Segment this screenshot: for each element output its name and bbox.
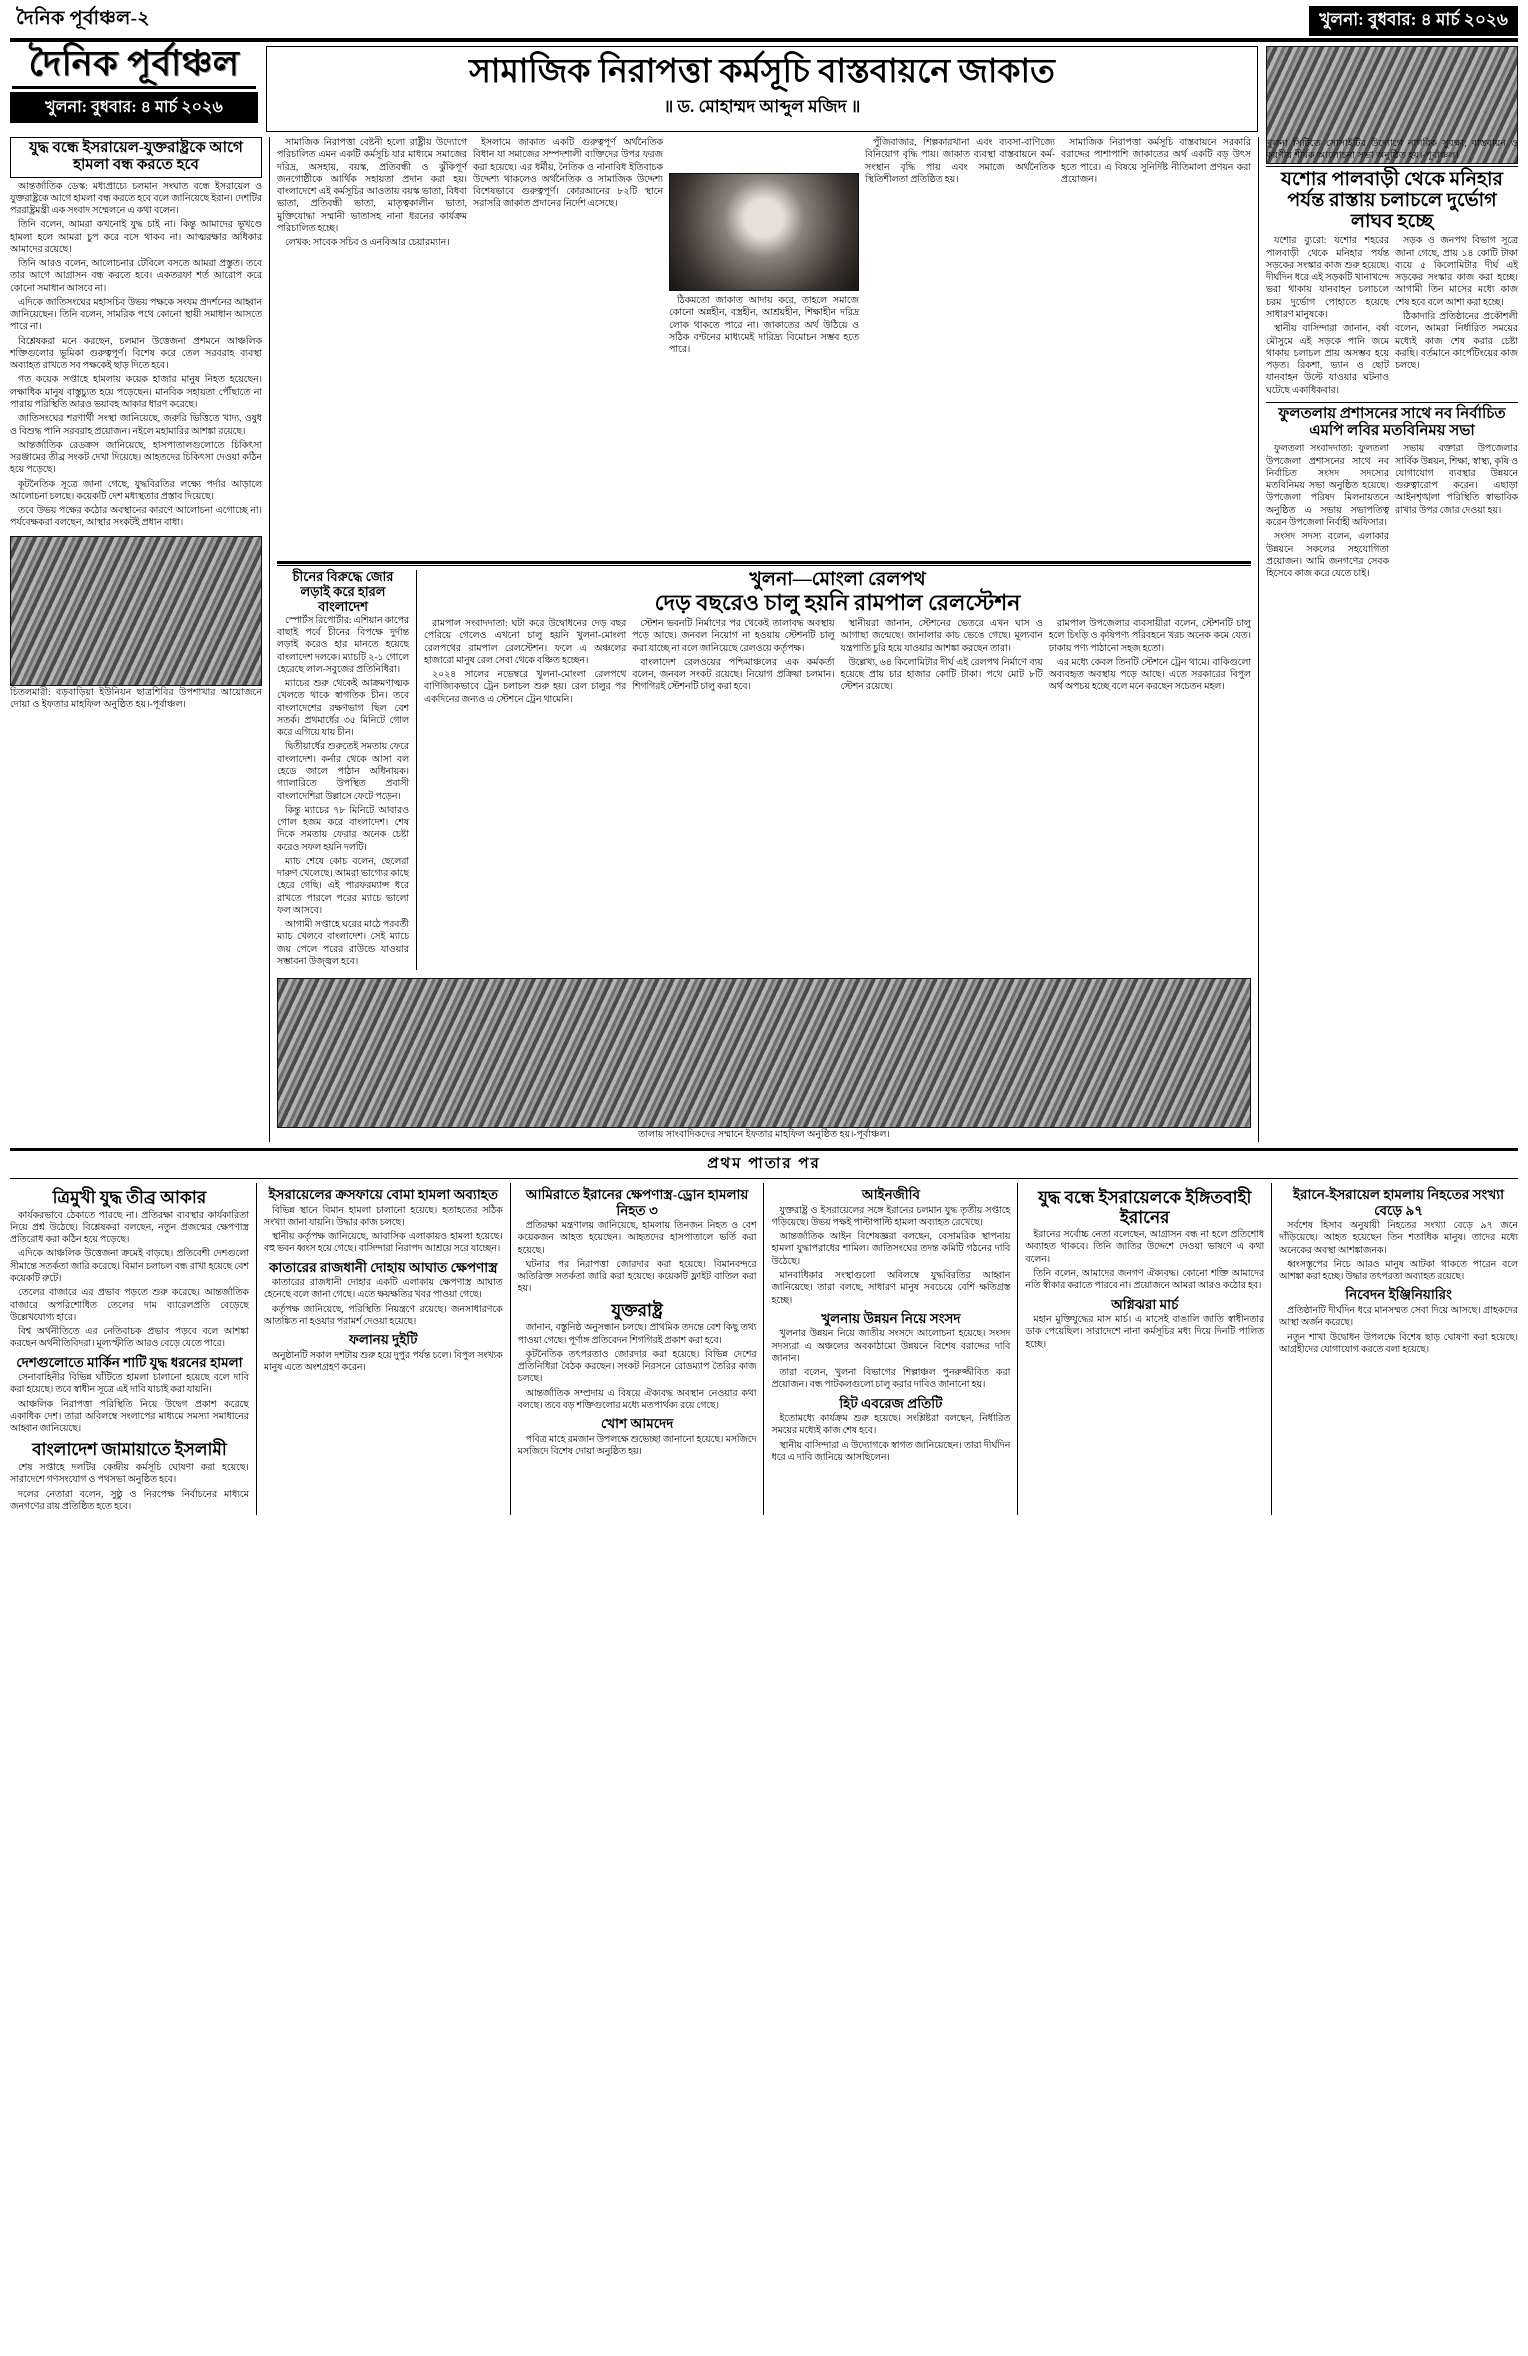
rail-col-3 — [841, 618, 1043, 708]
paragraph: স্থানীয় বাসিন্দারা জানান, বর্ষা মৌসুমে এই সড়কে পানি জমে থাকায় চলাচল প্রায় অসম্ভব হয়ে পড়ত। রিকশা, ভ্যান ও ছোট যানবাহন উল্টে যাওয়ার ঘটনাও ঘটেছে একাধিকবার। — [1266, 324, 1389, 396]
paragraph: কর্তৃপক্ষ জানিয়েছে, পরিস্থিতি নিয়ন্ত্রণে রয়েছে। জনসাধারণকে আতঙ্কিত না হওয়ার পরামর্শ দেওয়া হয়েছে। — [263, 1304, 503, 1328]
paragraph: স্থানীয় বাসিন্দারা এ উদ্যোগকে স্বাগত জানিয়েছেন। তারা দীর্ঘদিন ধরে এ দাবি জানিয়ে আসছিলেন। — [771, 1440, 1011, 1463]
column-divider — [269, 137, 270, 1142]
left-story-headline-box — [10, 137, 262, 178]
right-story2-columns — [1266, 443, 1518, 582]
mid-section-rule — [277, 561, 1251, 566]
lead-article-columns — [277, 137, 1251, 557]
paragraph: তারা বলেন, খুলনা বিভাগের শিল্পাঞ্চল পুনরুজ্জীবিত করা প্রয়োজন। বন্ধ পাটকলগুলো চালু করার দাবিও জানানো হয়। — [771, 1368, 1011, 1391]
section-band: প্রথম পাতার পর — [10, 1148, 1518, 1179]
paragraph: সংসদ সদস্য বলেন, এলাকার উন্নয়নে সকলের সহযোগিতা প্রয়োজন। আমি জনগণের সেবক হিসেবে কাজ করে যেতে চাই। — [1266, 532, 1389, 580]
right-story1-col-2 — [1395, 235, 1518, 398]
lead-col-3 — [669, 295, 859, 356]
column-right — [1266, 137, 1518, 1142]
bottom-left-photo-caption: চিতলমারী: বড়বাড়িয়া ইউনিয়ন ছাত্রশিবির উপশাখার আয়োজনে দোয়া ও ইফতার মাহফিল অনুষ্ঠিত হয়।-পূর্বাঞ্চল। — [10, 687, 262, 710]
jump-body — [10, 1372, 249, 1435]
middle-inner — [277, 137, 1251, 1142]
jump-column-6 — [1279, 1183, 1518, 1515]
rail-story-headline: দেড় বছরেও চালু হয়নি রামপাল রেলস্টেশন — [654, 589, 1021, 615]
jump-divider-3 — [763, 1183, 764, 1515]
china-story-body — [277, 615, 409, 968]
paragraph: বিশ্ব অর্থনীতিতে এর নেতিবাচক প্রভাব পড়বে বলে আশঙ্কা করছেন অর্থনীতিবিদরা। মূল্যস্ফীতি আরও বেড়ে যেতে পারে। — [10, 1327, 249, 1350]
lead-byline: ॥ ড. মোহাম্মদ আব্দুল মজিদ ॥ — [663, 96, 861, 116]
paragraph: অনুষ্ঠানটি সকাল দশটায় শুরু হয়ে দুপুর পর্যন্ত চলে। বিপুল সংখ্যক মানুষ এতে অংশগ্রহণ করেন। — [263, 1350, 503, 1374]
jump-headline: আমিরাতে ইরানের ক্ষেপণাস্ত্র-ড্রোন হামলায় নিহত ৩ — [525, 1187, 749, 1218]
folio-rule — [10, 38, 1518, 42]
jump-headline: ফলানয় দুইটি — [348, 1332, 418, 1348]
jump-headline: বাংলাদেশ জামায়াতে ইসলামী — [32, 1440, 227, 1460]
lead-headline: সামাজিক নিরাপত্তা কর্মসূচি বাস্তবায়নে জাকাত — [469, 54, 1055, 91]
paragraph: ইরানের সর্বোচ্চ নেতা বলেছেন, আগ্রাসন বন্ধ না হলে প্রতিশোধ অব্যাহত থাকবে। তিনি জাতির উদ্দেশে দেওয়া ভাষণে এ কথা বলেন। — [1025, 1230, 1265, 1265]
jump-headline: কাতারের রাজধানী দোহায় আঘাত ক্ষেপণাস্ত্র — [268, 1259, 498, 1275]
paragraph: পবিত্র মাহে রমজান উপলক্ষে শুভেচ্ছা জানানো হয়েছে। মসজিদে মসজিদে বিশেষ দোয়া অনুষ্ঠিত হয়। — [517, 1434, 757, 1457]
paragraph: তবে উভয় পক্ষের কঠোর অবস্থানের কারণে আলোচনা এগোচ্ছে না। পর্যবেক্ষকরা বলছেন, আস্থার সংকটই প্রধান বাধা। — [10, 506, 262, 529]
jump-divider-2 — [510, 1183, 511, 1515]
right-story1-headline: যশোর পালবাড়ী থেকে মনিহার পর্যন্ত রাস্তায় চলাচলে দুর্ভোগ লাঘব হচ্ছে — [1281, 168, 1503, 232]
lead-col-2-wrap — [473, 137, 663, 557]
china-story — [277, 570, 409, 970]
paragraph: কূটনৈতিক সূত্রে জানা গেছে, যুদ্ধবিরতির লক্ষ্যে পর্দার আড়ালে আলোচনা চলছে। কয়েকটি দেশ মধ্যস্থতার প্রস্তাব দিয়েছে। — [10, 479, 262, 502]
right-story2-col-2 — [1395, 443, 1518, 582]
jump-body — [1025, 1229, 1264, 1292]
right-story2-headline: ফুলতলায় প্রশাসনের সাথে নব নির্বাচিত এমপি লবির মতবিনিময় সভা — [1278, 405, 1506, 440]
paragraph: স্থানীয়রা জানান, স্টেশনের ভেতরে এখন ঘাস ও আগাছা জন্মেছে। জানালার কাচ ভেঙে গেছে। মূল্যবান যন্ত্রপাতি চুরি হয়ে যাওয়ার আশঙ্কা করছেন তারা। — [840, 619, 1043, 654]
paragraph: তিনি বলেন, আমাদের জনগণ ঐক্যবদ্ধ। কোনো শক্তি আমাদের নতি স্বীকার করাতে পারবে না। প্রয়োজনে আমরা আরও কঠোর হব। — [1025, 1269, 1265, 1292]
right-story1-col-1 — [1266, 235, 1389, 398]
rail-story-columns — [424, 618, 1251, 708]
paragraph: কাতারের রাজধানী দোহার একটি এলাকায় ক্ষেপণাস্ত্র আঘাত হেনেছে বলে জানা গেছে। এতে ক্ষয়ক্ষতির খবর পাওয়া গেছে। — [263, 1278, 503, 1301]
paragraph: ম্যাচের শুরু থেকেই আক্রমণাত্মক খেলতে থাকে স্বাগতিক চীন। তবে বাংলাদেশের রক্ষণভাগ ছিল বেশ সতর্ক। প্রথমার্ধের ৩৫ মিনিটে গোল করে এগিয়ে যায় চীন। — [277, 679, 409, 739]
right-story2-col-1 — [1266, 443, 1389, 582]
jump-column-2 — [264, 1183, 503, 1515]
masthead-block — [10, 46, 258, 132]
jump-headline: ইসরায়েলের ক্রসফায়ে বোমা হামলা অব্যাহত — [268, 1187, 498, 1203]
bottom-right-photo-caption: তালায় সাংবাদিকদের সম্মানে ইফতার মাহফিল অনুষ্ঠিত হয়।-পূর্বাঞ্চল। — [638, 1130, 890, 1141]
rail-story — [424, 570, 1251, 970]
paragraph: এদিকে আঞ্চলিক উত্তেজনা ক্রমেই বাড়ছে। প্রতিবেশী দেশগুলো সীমান্তে সতর্কতা জারি করেছে। বিমান চলাচল বন্ধ রাখা হয়েছে বেশ কয়েকটি রুটে। — [10, 1249, 249, 1284]
paragraph: ধ্বংসস্তূপের নিচে আরও মানুষ আটকা থাকতে পারেন বলে আশঙ্কা করা হচ্ছে। উদ্ধার তৎপরতা অব্যাহত রয়েছে। — [1279, 1259, 1518, 1283]
jump-body — [771, 1328, 1010, 1391]
paragraph: লেখক: সাবেক সচিব ও এনবিআর চেয়ারম্যান। — [285, 238, 450, 249]
china-story-headline: চীনের বিরুদ্ধে জোর লড়াই করে হারল বাংলাদেশ — [292, 569, 394, 614]
paragraph: ইতোমধ্যে কার্যক্রম শুরু হয়েছে। সংশ্লিষ্টরা বলছেন, নির্ধারিত সময়ের মধ্যেই কাজ শেষ হবে। — [771, 1414, 1011, 1437]
jump-divider-4 — [1017, 1183, 1018, 1515]
jump-headline: নিবেদন ইঞ্জিনিয়ারিং — [1345, 1287, 1452, 1303]
paragraph: রামপাল সংবাদদাতা: ঘটা করে উদ্বোধনের দেড় বছর পেরিয়ে গেলেও এখনো চালু হয়নি খুলনা-মোংলা রেলপথের রামপাল রেলস্টেশন। ফলে এ অঞ্চলের হাজারো মানুষ রেল সেবা থেকে বঞ্চিত হচ্ছেন। — [424, 619, 627, 666]
jump-body — [264, 1205, 503, 1256]
lead-col-4 — [865, 137, 1055, 557]
lead-portrait-wrap — [669, 137, 859, 557]
jump-headline: আইনজীবি — [861, 1187, 920, 1203]
paragraph: বাংলাদেশ রেলওয়ের পশ্চিমাঞ্চলের এক কর্মকর্তা বলেন, জনবল সংকট রয়েছে। নিয়োগ প্রক্রিয়া চলমান। শিগগিরই স্টেশনটি চালু করা হবে। — [632, 657, 835, 693]
jump-body — [518, 1322, 757, 1412]
jump-column-3 — [518, 1183, 757, 1515]
paragraph: ম্যাচ শেষে কোচ বলেন, ছেলেরা দারুণ খেলেছে। আমরা ভাগ্যের কাছে হেরে গেছি। এই পারফরম্যান্স ধরে রাখতে পারলে পরের ম্যাচে ভালো ফল আসবে। — [277, 856, 409, 916]
paragraph: কিন্তু ম্যাচের ৭৮ মিনিটে আবারও গোল হজম করে বাংলাদেশ। শেষ দিকে সমতায় ফেরার অনেক চেষ্টা করেও সফল হয়নি দলটি। — [277, 805, 409, 853]
paragraph: সেনাবাহিনীর বিভিন্ন ঘাঁটিতে হামলা চালানো হয়েছে বলে দাবি করা হয়েছে। তবে স্বাধীন সূত্রে এই দাবি যাচাই করা যায়নি। — [10, 1373, 249, 1396]
column-middle — [277, 137, 1251, 1142]
paragraph: উল্লেখ্য, ৬৪ কিলোমিটার দীর্ঘ এই রেলপথ নির্মাণে ব্যয় হয়েছে প্রায় চার হাজার কোটি টাকা। পথে মোট ৮টি স্টেশন রয়েছে। — [840, 657, 1043, 693]
paragraph: তিনি আরও বলেন, আলোচনার টেবিলে বসতে আমরা প্রস্তুত। তবে তার আগে আগ্রাসন বন্ধ করতে হবে। একতরফা শর্ত আরোপ করে কোনো সমাধান আসবে না। — [10, 259, 262, 294]
masthead-date: খুলনা: বুধবার: ৪ মার্চ ২০২৬ — [10, 92, 258, 123]
paragraph: আন্তর্জাতিক রেডক্রস জানিয়েছে, হাসপাতালগুলোতে চিকিৎসা সরঞ্জামের তীব্র সংকট দেখা দিয়েছে। আহতদের চিকিৎসা দেওয়া কঠিন হয়ে পড়েছে। — [10, 440, 262, 476]
paragraph: কূটনৈতিক তৎপরতাও জোরদার করা হয়েছে। বিভিন্ন দেশের প্রতিনিধিরা বৈঠক করছেন। সংকট নিরসনে রোডম্যাপ তৈরির কাজ চলছে। — [517, 1349, 757, 1385]
paragraph: সভায় বক্তারা উপজেলার সার্বিক উন্নয়ন, শিক্ষা, স্বাস্থ্য, কৃষি ও যোগাযোগ ব্যবস্থার উন্নয়নে গুরুত্বারোপ করেন। এছাড়া আইনশৃঙ্খলা পরিস্থিতি স্বাভাবিক রাখার উপর জোর দেওয়া হয়। — [1395, 444, 1518, 516]
main-body-grid — [10, 137, 1518, 1142]
bottom-right-photo — [277, 978, 1251, 1128]
folio-right-date: খুলনা: বুধবার: ৪ মার্চ ২০২৬ — [1309, 6, 1518, 36]
paragraph: তেলের বাজারে এর প্রভাব পড়তে শুরু করেছে। আন্তর্জাতিক বাজারে অপরিশোধিত তেলের দাম ব্যারেলপ্রতি বেড়েছে উল্লেখযোগ্য হারে। — [10, 1288, 249, 1323]
jump-body — [1025, 1314, 1264, 1351]
jump-headline: দেশগুলোতে মার্কিন শাটি যুদ্ধ ধরনের হামলা — [16, 1354, 243, 1370]
rail-story-kicker: খুলনা—মোংলা রেলপথ — [749, 569, 926, 590]
jump-body — [10, 1210, 249, 1351]
right-divider-1 — [1266, 166, 1518, 167]
jump-body — [771, 1413, 1010, 1464]
rail-col-1 — [424, 618, 626, 708]
paragraph: যশোর ব্যুরো: যশোর শহরের পালবাড়ী থেকে মনিহার পর্যন্ত সড়কের সংস্কার কাজ শুরু হয়েছে। দীর্ঘদিন ধরে এই সড়কটি খানাখন্দে ভরা থাকায় যানবাহন চলাচলে চরম দুর্ভোগ পোহাতে হয়েছে সাধারণ মানুষকে। — [1266, 236, 1389, 321]
paragraph: আগামী সপ্তাহে ঘরের মাঠে পরবর্তী ম্যাচ খেলবে বাংলাদেশ। সেই ম্যাচে জয় পেলে পরের রাউন্ডে যাওয়ার সম্ভাবনা উজ্জ্বল হবে। — [277, 920, 409, 967]
paragraph: খুলনার উন্নয়ন নিয়ে জাতীয় সংসদে আলোচনা হয়েছে। সংসদ সদস্যরা এ অঞ্চলের অবকাঠামো উন্নয়নে বিশেষ বরাদ্দের দাবি জানান। — [771, 1329, 1011, 1364]
left-story-headline: যুদ্ধ বন্ধে ইসরায়েল-যুক্তরাষ্ট্রকে আগে হামলা বন্ধ করতে হবে — [29, 140, 243, 174]
paragraph: জাতিসংঘের শরণার্থী সংস্থা জানিয়েছে, জরুরি ভিত্তিতে খাদ্য, ওষুধ ও বিশুদ্ধ পানি সরবরাহ প্রয়োজন। নইলে মহামারির আশঙ্কা রয়েছে। — [10, 414, 262, 437]
rail-col-2 — [632, 618, 834, 708]
jump-body — [264, 1277, 503, 1328]
paragraph: স্থানীয় কর্তৃপক্ষ জানিয়েছে, আবাসিক এলাকায়ও হামলা হয়েছে। বহু ভবন ধ্বংস হয়ে গেছে। বাসিন্দারা নিরাপদ আশ্রয়ে সরে যাচ্ছেন। — [263, 1232, 503, 1255]
paragraph: কার্যকরভাবে ঠেকাতে পারছে না। প্রতিরক্ষা ব্যবস্থার কার্যকারিতা নিয়ে প্রশ্ন উঠেছে। বিশ্লেষকরা বলছেন, নতুন প্রজন্মের ক্ষেপণাস্ত্র প্রতিরোধ করা কঠিন হয়ে পড়েছে। — [10, 1210, 249, 1246]
paragraph: বিশ্লেষকরা মনে করছেন, চলমান উত্তেজনা প্রশমনে আঞ্চলিক শক্তিগুলোর ভূমিকা গুরুত্বপূর্ণ। বিশেষ করে তেল সরবরাহ ব্যবস্থা অব্যাহত রাখতে সব পক্ষকেই ছাড় দিতে হবে। — [10, 336, 262, 372]
paragraph: জানান, বস্তুনিষ্ঠ অনুসন্ধান চলছে। প্রাথমিক তদন্তে বেশ কিছু তথ্য পাওয়া গেছে। পূর্ণাঙ্গ প্রতিবেদন শিগগিরই প্রকাশ করা হবে। — [517, 1323, 757, 1346]
paragraph: ঘটনার পর নিরাপত্তা জোরদার করা হয়েছে। বিমানবন্দরে অতিরিক্ত সতর্কতা জারি করা হয়েছে। কয়েকটি ফ্লাইট বাতিল করা হয়। — [517, 1259, 757, 1295]
paragraph: দলের নেতারা বলেন, সুষ্ঠু ও নিরপেক্ষ নির্বাচনের মাধ্যমে জনগণের রায় প্রতিষ্ঠিত হতে হবে। — [10, 1489, 249, 1512]
jump-body — [1279, 1220, 1518, 1283]
column-divider-2 — [1258, 137, 1259, 1142]
paragraph: পুঁজিবাজার, শিল্পকারখানা এবং ব্যবসা-বাণিজ্যে বিনিয়োগ বৃদ্ধি পায়। জাকাত ব্যবস্থা বাস্তবায়নে কর্ম-সংস্থান বৃদ্ধি পায় এবং সমাজে অর্থনৈতিক স্থিতিশীলতা প্রতিষ্ঠিত হয়। — [865, 138, 1055, 185]
jump-column-5 — [1025, 1183, 1264, 1515]
paragraph: দ্বিতীয়ার্ধের শুরুতেই সমতায় ফেরে বাংলাদেশ। কর্নার থেকে আসা বল হেডে জালে পাঠান অধিনায়ক। গ্যালারিতে উপস্থিত প্রবাসী বাংলাদেশিরা উল্লাসে ফেটে পড়েন। — [277, 742, 409, 802]
paragraph: গত কয়েক সপ্তাহে হামলায় কয়েক হাজার মানুষ নিহত হয়েছেন। লক্ষাধিক মানুষ বাস্তুচ্যুত হয়ে পড়েছেন। মানবিক সহায়তা পৌঁছাতে না পারায় পরিস্থিতি আরও ভয়াবহ আকার ধারণ করেছে। — [10, 375, 262, 411]
paragraph: স্পোর্টস রিপোর্টার: এশিয়ান কাপের বাছাই পর্বে চীনের বিপক্ষে দুর্দান্ত লড়াই করেও হার মানতে হয়েছে বাংলাদেশ দলকে। ম্যাচটি ২-১ গোলে হেরেছে লাল-সবুজের প্রতিনিধিরা। — [277, 615, 409, 675]
paragraph: ঠিকমতো জাকাত আদায় করে, তাহলে সমাজে কোনো অন্নহীন, বস্ত্রহীন, আশ্রয়হীন, শিক্ষাহীন দরিদ্র লোক থাকতে পারে না। জাকাতের অর্থ উঠিয়ে ও সঠিক বণ্টনের মাধ্যমেই দারিদ্র্য বিমোচন সম্ভব হতে পারে। — [669, 296, 859, 356]
paragraph: স্টেশন ভবনটি নির্মাণের পর থেকেই তালাবদ্ধ অবস্থায় পড়ে আছে। জনবল নিয়োগ না হওয়ায় স্টেশনটি চালু করা যাচ্ছে না বলে জানিয়েছে রেলওয়ে কর্তৃপক্ষ। — [632, 619, 835, 654]
bottom-left-photo — [10, 536, 262, 686]
jump-body — [518, 1220, 757, 1296]
folio-bar — [10, 6, 1518, 36]
jump-headline: যুক্তরাষ্ট্র — [611, 1300, 663, 1320]
paragraph: আন্তর্জাতিক সম্প্রদায় এ বিষয়ে ঐক্যবদ্ধ অবস্থান নেওয়ার কথা বলছে। তবে বড় শক্তিগুলোর মধ্যে মতপার্থক্য রয়ে গেছে। — [517, 1388, 757, 1411]
mid-lower-row — [277, 570, 1251, 970]
paragraph: মানবাধিকার সংস্থাগুলো অবিলম্বে যুদ্ধবিরতির আহ্বান জানিয়েছে। তারা বলছে, সাধারণ মানুষ সবচেয়ে বেশি ক্ষতিগ্রস্ত হচ্ছে। — [771, 1270, 1011, 1306]
jump-headline: যুদ্ধ বন্ধে ইসরায়েলকে ইঙ্গিতবাহী ইরানের — [1038, 1188, 1252, 1227]
paragraph: বিভিন্ন স্থানে বিমান হামলা চালানো হয়েছে। হতাহতের সঠিক সংখ্যা জানা যায়নি। উদ্ধার কাজ চলছে। — [263, 1205, 503, 1228]
jump-column-1 — [10, 1183, 249, 1515]
paragraph: মহান মুক্তিযুদ্ধের মাস মার্চ। এ মাসেই বাঙালি জাতি স্বাধীনতার ডাক পেয়েছিল। সারাদেশে নানা কর্মসূচির মধ্য দিয়ে দিনটি পালিত হচ্ছে। — [1025, 1315, 1265, 1350]
jump-headline: হিট এবরেজ প্রতিটি — [839, 1395, 943, 1411]
jump-headline: খোশ আমদেদ — [600, 1416, 674, 1432]
rail-col-4 — [1049, 618, 1251, 708]
paragraph: নতুন শাখা উদ্বোধন উপলক্ষে বিশেষ ছাড় ঘোষণা করা হয়েছে। আগ্রহীদের যোগাযোগ করতে বলা হয়েছে। — [1279, 1332, 1518, 1355]
paragraph: রামপাল উপজেলার ব্যবসায়ীরা বলেন, স্টেশনটি চালু হলে চিংড়ি ও কৃষিপণ্য পরিবহনে খরচ অনেক কমে যেত। ঢাকায় পণ্য পাঠানো সহজ হতো। — [1048, 619, 1251, 654]
paragraph: আঞ্চলিক নিরাপত্তা পরিস্থিতি নিয়ে উদ্বেগ প্রকাশ করেছে একাধিক দেশ। তারা অবিলম্বে সংলাপের মাধ্যমে সমস্যা সমাধানের আহ্বান জানিয়েছে। — [10, 1399, 249, 1435]
masthead-title: দৈনিক পূর্বাঞ্চল — [28, 44, 240, 83]
jump-body — [264, 1350, 503, 1375]
china-rail-divider — [416, 570, 417, 970]
lead-col-1 — [277, 137, 467, 557]
top-photo-caption: খুলনা সিটিতে সোসাইটির উদ্যোগে নাগরিক সুরক্ষা, বাস্তবায়ন ও করণীয় শীর্ষক আলোচনা সভা অনুষ্ঠিত হয়।-পূর্বাঞ্চল। — [1266, 139, 1518, 161]
folio-left-label: দৈনিক পূর্বাঞ্চল-২ — [16, 8, 150, 29]
paragraph: যুক্তরাষ্ট্র ও ইসরায়েলের সঙ্গে ইরানের চলমান যুদ্ধ তৃতীয় সপ্তাহে গড়িয়েছে। উভয় পক্ষই পাল্টাপাল্টি হামলা অব্যাহত রেখেছে। — [771, 1205, 1011, 1228]
jump-headline: খুলনায় উন্নয়ন নিয়ে সংসদ — [821, 1310, 961, 1326]
paragraph: সামাজিক নিরাপত্তা বেষ্টনী হলো রাষ্ট্রীয় উদ্যোগে পরিচালিত এমন একটি কর্মসূচি যার মাধ্যমে সমাজের দরিদ্র, অসহায়, বয়স্ক, প্রতিবন্ধী ও ঝুঁকিপূর্ণ জনগোষ্ঠীকে আর্থিক সহায়তা প্রদান করা হয়। বাংলাদেশে এই কর্মসূচির আওতায় বয়স্ক ভাতা, বিধবা ভাতা, প্রতিবন্ধী ভাতা, মাতৃত্বকালীন ভাতা, মুক্তিযোদ্ধা সম্মানী ভাতাসহ নানা ধরনের কার্যক্রম পরিচালিত হচ্ছে। — [277, 138, 467, 234]
paragraph: শেষ সপ্তাহে দলটির কেন্দ্রীয় কর্মসূচি ঘোষণা করা হয়েছে। সারাদেশে গণসংযোগ ও পথসভা অনুষ্ঠিত হবে। — [10, 1462, 249, 1486]
paragraph: সর্বশেষ হিসাব অনুযায়ী নিহতের সংখ্যা বেড়ে ৯৭ জনে দাঁড়িয়েছে। আহত হয়েছেন তিন শতাধিক মানুষ। তাদের মধ্যে অনেকের অবস্থা আশঙ্কাজনক। — [1279, 1221, 1518, 1256]
paragraph: সামাজিক নিরাপত্তা কর্মসূচি বাস্তবায়নে সরকারি বরাদ্দের পাশাপাশি জাকাতের অর্থ একটি বড় উৎস হতে পারে। এ বিষয়ে সুনির্দিষ্ট নীতিমালা প্রণয়ন করা প্রয়োজন। — [1061, 138, 1251, 185]
paragraph: ঠিকাদারি প্রতিষ্ঠানের প্রকৌশলী বলেন, আমরা নির্ধারিত সময়ের মধ্যেই কাজ শেষ করার চেষ্টা করছি। বর্তমানে কার্পেটিংয়ের কাজ চলছে। — [1395, 312, 1518, 372]
jump-divider-5 — [1271, 1183, 1272, 1515]
masthead-row — [10, 46, 1518, 132]
jump-headline: ইরানে-ইসরায়েল হামলায় নিহতের সংখ্যা বেড়ে ৯৭ — [1293, 1187, 1505, 1218]
paragraph: সড়ক ও জনপথ বিভাগ সূত্রে জানা গেছে, প্রায় ১৪ কোটি টাকা ব্যয়ে ৫ কিলোমিটার দীর্ঘ এই সড়কের সংস্কার কাজ করা হচ্ছে। আগামী তিন মাসের মধ্যে কাজ শেষ হবে বলে আশা করা হচ্ছে। — [1395, 236, 1518, 308]
paragraph: ইসলামে জাকাত একটি গুরুত্বপূর্ণ অর্থনৈতিক বিধান যা সমাজের সম্পদশালী ব্যক্তিদের উপর ফরজ করা হয়েছে। এর ধর্মীয়, নৈতিক ও নানাবিধ ইতিবাচক উদ্দেশ্য থাকলেও অর্থনৈতিক ও সামাজিক উদ্দেশ্য বিশেষভাবে গুরুত্বপূর্ণ। কোরআনের ৮২টি স্থানে সরাসরি জাকাত প্রদানের নির্দেশ এসেছে। — [473, 138, 663, 210]
jump-headline: অগ্নিঝরা মার্চ — [1111, 1296, 1179, 1312]
jump-body — [10, 1462, 249, 1513]
paragraph: আন্তর্জাতিক ডেস্ক: মধ্যপ্রাচ্যে চলমান সংঘাত বন্ধে ইসরায়েল ও যুক্তরাষ্ট্রকে আগে হামলা বন্ধ করতে হবে বলে জানিয়েছে ইরান। দেশটির পররাষ্ট্রমন্ত্রী এক সংবাদ সম্মেলনে এ কথা বলেন। — [10, 181, 262, 217]
paragraph: এদিকে জাতিসংঘের মহাসচিব উভয় পক্ষকে সংযম প্রদর্শনের আহ্বান জানিয়েছেন। তিনি বলেন, সামরিক পথে কোনো স্থায়ী সমাধান আসতে পারে না। — [10, 297, 262, 333]
lead-headline-box — [266, 46, 1258, 132]
paragraph: ২০২৪ সালের নভেম্বরে খুলনা-মোংলা রেলপথে বাণিজ্যিকভাবে ট্রেন চলাচল শুরু হয়। রেল চালুর পর একদিনের জন্যও এ স্টেশনে ট্রেন থামেনি। — [424, 670, 627, 705]
right-divider-2 — [1266, 402, 1518, 403]
paragraph: ফুলতলা সংবাদদাতা: ফুলতলা উপজেলা প্রশাসনের সাথে নব নির্বাচিত সংসদ সদস্যের মতবিনিময় সভা অনুষ্ঠিত হয়েছে। উপজেলা পরিষদ মিলনায়তনে অনুষ্ঠিত এ সভায় সভাপতিত্ব করেন উপজেলা নির্বাহী অফিসার। — [1266, 444, 1389, 528]
paragraph: প্রতিষ্ঠানটি দীর্ঘদিন ধরে মানসম্মত সেবা দিয়ে আসছে। গ্রাহকদের আস্থা অর্জন করেছে। — [1279, 1306, 1518, 1329]
top-photo-block — [1266, 46, 1518, 132]
paragraph: তিনি বলেন, আমরা কখনোই যুদ্ধ চাই না। কিন্তু আমাদের ভূখণ্ডে হামলা হলে আমরা চুপ করে বসে থাকব না। আত্মরক্ষার অধিকার আমাদের রয়েছে। — [10, 220, 262, 255]
jump-grid — [10, 1183, 1518, 1515]
paragraph: প্রতিরক্ষা মন্ত্রণালয় জানিয়েছে, হামলায় তিনজন নিহত ও বেশ কয়েকজন আহত হয়েছেন। আহতদের হাসপাতালে ভর্তি করা হয়েছে। — [517, 1221, 757, 1256]
paragraph: আন্তর্জাতিক আইন বিশেষজ্ঞরা বলছেন, বেসামরিক স্থাপনায় হামলা যুদ্ধাপরাধের শামিল। জাতিসংঘের তদন্ত কমিটি গঠনের দাবি উঠেছে। — [771, 1232, 1011, 1267]
jump-body — [1279, 1305, 1518, 1356]
lead-col-5 — [1061, 137, 1251, 557]
left-story-body — [10, 181, 262, 530]
column-left — [10, 137, 262, 1142]
right-story1-columns — [1266, 235, 1518, 398]
author-portrait — [669, 173, 859, 291]
jump-body — [771, 1205, 1010, 1307]
jump-column-4 — [771, 1183, 1010, 1515]
jump-divider-1 — [256, 1183, 257, 1515]
jump-headline: ত্রিমুখী যুদ্ধ তীব্র আকার — [52, 1188, 207, 1208]
paragraph: এর মধ্যে কেবল তিনটি স্টেশনে ট্রেন থামে। বাকিগুলো অব্যবহৃত অবস্থায় পড়ে আছে। এতে সরকারের বিপুল অর্থ অপচয় হচ্ছে বলে মনে করছেন সচেতন মহল। — [1048, 657, 1251, 693]
masthead-rule — [12, 86, 256, 89]
jump-body — [518, 1434, 757, 1459]
lead-col-2 — [473, 137, 663, 211]
